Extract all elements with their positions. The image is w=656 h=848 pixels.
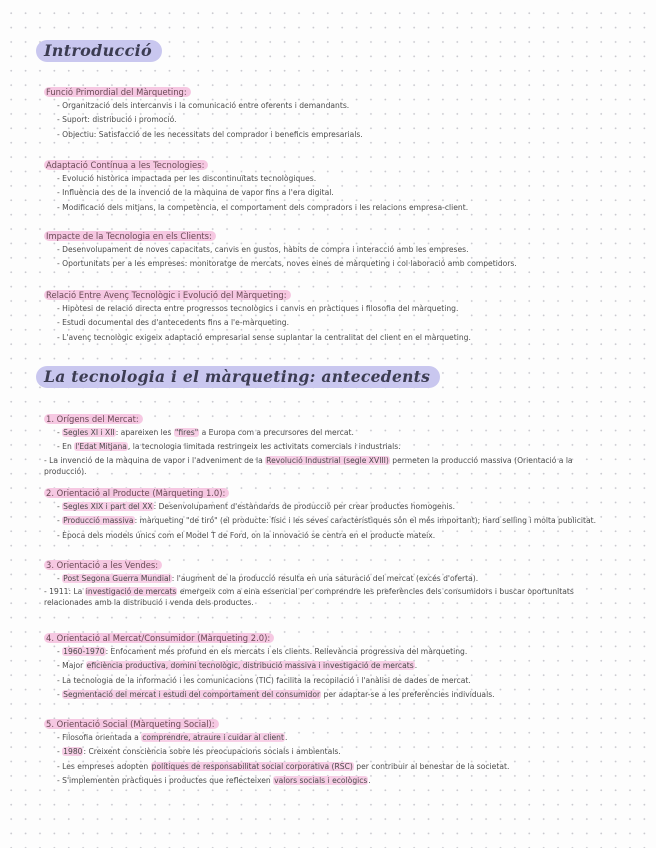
history-section [44,712,644,789]
intro-title: Introducció [36,40,162,62]
list-item: - Hipòtesi de relació directa entre progressos tecnològics i canvis en pràctiques i filosofia del màrqueting. [57,304,459,313]
text-run: a Europa com a precursores del mercat. [199,428,354,437]
text-run: - [57,747,63,757]
text-run: . [368,776,371,786]
section-lines [44,500,644,543]
intro-block-impact [44,224,644,272]
highlighted-text: comprendre, atraure i cuidar al client [142,733,284,742]
list-item: - Modificació dels mitjans, la competència, el comportament dels compradors i les relacions empresa-client. [57,202,469,212]
block-heading: Adaptació Contínua a les Tecnologies: [44,160,208,170]
list-item [44,500,644,514]
highlighted-text: investigació de mercats [85,587,177,597]
list-item [44,645,644,659]
list-item [44,760,644,774]
section-lines [44,426,644,477]
list-item [44,774,644,788]
text-run: : apareixen les [115,428,174,437]
highlighted-text: Producció massiva [63,516,134,526]
list-item: - Desenvolupament de noves capacitats, canvis en gustos, hàbits de compra i interacció amb les empreses. [57,245,469,254]
list-item [44,731,644,745]
text-run: - 1911: La [44,587,85,597]
text-run: . [284,733,288,742]
section-lines [44,572,644,608]
history-section [44,626,644,703]
text-run: - Filosofia orientada a [57,733,142,742]
text-run: : Creixent consciència sobre les preocupacions socials i ambientals. [83,747,341,757]
highlighted-text: eficiència productiva, domini tecnològic, distribució massiva i investigació de mercats [86,661,414,671]
list-item [44,659,644,673]
list-item [44,745,644,759]
list-item [44,529,644,543]
history-section [44,553,644,608]
section-heading: 2. Orientació al Producte (Màrqueting 1.0): [44,488,229,498]
history-section [44,481,644,543]
highlighted-text: "fires" [174,428,199,437]
text-run: - La tecnologia de la informació i les comunicacions (TIC) facilita la recopilació i l'anàlisi de dades de mercat. [57,675,471,685]
highlighted-text: valors socials i ecològics [274,776,368,786]
list-item: - Influència des de la invenció de la màquina de vapor fins a l'era digital. [57,188,334,198]
text-run: , la tecnologia limitada restringeix les activitats comercials i industrials. [127,442,401,452]
list-item: - Estudi documental des d'antecedents fins a l'e-màrqueting. [57,318,290,328]
text-run: : Desenvolupament d'estàndards de producció per crear productes homogenis. [153,502,456,511]
section-heading: 4. Orientació al Mercat/Consumidor (Màrqueting 2.0): [44,633,274,643]
text-run: : Enfocament més profund en els mercats i els clients. Rellevància progressiva del màrqueting. [105,647,468,656]
list-item [44,440,644,454]
list-item [44,426,644,440]
section-heading: 3. Orientació a les Vendes: [44,560,162,570]
text-run: : l'augment de la producció resulta en una saturació del mercat (excés d'oferta). [171,574,479,583]
highlighted-text: 1980 [63,747,83,757]
block-heading: Impacte de la Tecnologia en els Clients: [44,231,216,241]
highlighted-text: Segles XI i XII [63,428,115,437]
text-run: permeten la producció massiva (Orientació a la producció). [44,455,573,476]
history-title: La tecnologia i el màrqueting: antecedents [36,366,440,388]
highlighted-text: Post Segona Guerra Mundial [63,574,171,583]
text-run: . [414,661,418,671]
list-item [44,572,644,586]
intro-block-relation [44,283,644,345]
highlighted-text: Segles XIX i part del XX [63,502,153,511]
list-item: - Suport: distribució i promoció. [57,115,177,125]
list-item [44,688,644,702]
intro-block-function [44,80,644,142]
block-heading: Funció Primordial del Màrqueting: [44,87,191,97]
text-run: - S'implementen pràctiques i productes que reflecteixen [57,776,274,786]
text-run: - [57,502,63,511]
text-run: - Major [57,661,86,671]
list-item [44,514,644,528]
text-run: per contribuir al benestar de la societat. [353,761,510,771]
section-heading: 1. Orígens del Mercat: [44,414,143,424]
text-run: - Època dels models únics com el Model T de Ford, on la innovació se centra en el producte mateix. [57,530,436,540]
highlighted-text: 1960-1970 [63,647,105,656]
list-item: - L'avenç tecnològic exigeix adaptació empresarial sense suplantar la centralitat del client en el màrqueting. [57,332,471,342]
intro-block-adaptation [44,153,644,215]
highlighted-text: Revolució Industrial (segle XVIII) [266,455,389,465]
text-run: - [57,574,63,583]
text-run: - En [57,442,75,452]
text-run: - Les empreses adopten [57,761,151,771]
text-run: - [57,428,63,437]
text-run: per adaptar-se a les preferències individuals. [321,690,495,700]
list-item [44,455,604,477]
list-item [44,674,644,688]
text-run: - La invenció de la màquina de vapor i l'adveniment de la [44,455,266,465]
list-item: - Objectiu: Satisfacció de les necessitats del comprador i beneficis empresarials. [57,129,363,139]
list-item [44,586,604,608]
section-lines [44,645,644,703]
text-run: - [57,647,63,656]
list-item: - Organització dels intercanvis i la comunicació entre oferents i demandants. [57,101,350,110]
block-heading: Relació Entre Avenç Tecnològic i Evolució del Màrqueting: [44,290,291,300]
section-heading: 5. Orientació Social (Màrqueting Social): [44,719,219,729]
highlighted-text: l'Edat Mitjana [75,442,127,452]
list-item: - Evolució històrica impactada per les discontinuïtats tecnològiques. [57,174,317,183]
highlighted-text: polítiques de responsabilitat social corporativa (RSC) [151,761,353,771]
list-item: - Oportunitats per a les empreses: monitoratge de mercats, noves eines de màrqueting i col·laboració amb competidors. [57,259,517,269]
highlighted-text: Segmentació del mercat i estudi del comportament del consumidor [63,690,321,700]
history-section [44,407,644,477]
text-run: - [57,516,63,526]
text-run: : màrqueting "de tiró" (el producte: físic i les seves característiques són el més important); hard selling i molta publicitat. [134,516,596,526]
section-lines [44,731,644,789]
text-run: - [57,690,63,700]
text-run: emergeix com a eina essencial per comprendre les preferències dels consumidors i buscar oportunitats relacionades amb la distribució i venda dels productes. [44,587,574,608]
